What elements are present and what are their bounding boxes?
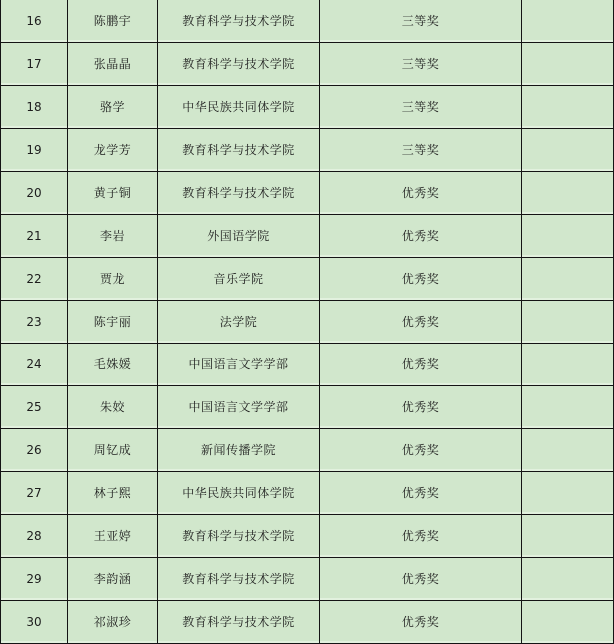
cell-empty: [522, 472, 613, 515]
cell-college: 新闻传播学院: [158, 429, 320, 472]
cell-award: 三等奖: [320, 43, 522, 86]
cell-name: 贾龙: [68, 258, 158, 301]
cell-college: 教育科学与技术学院: [158, 0, 320, 43]
cell-name: 毛姝媛: [68, 344, 158, 387]
cell-row-number: 26: [1, 429, 68, 472]
cell-college: 教育科学与技术学院: [158, 172, 320, 215]
cell-award: 优秀奖: [320, 344, 522, 387]
cell-award: 优秀奖: [320, 472, 522, 515]
table-row: [1, 472, 613, 515]
table-row: [1, 344, 613, 387]
table-row: [1, 386, 613, 429]
cell-award: 优秀奖: [320, 258, 522, 301]
cell-name: 张晶晶: [68, 43, 158, 86]
cell-row-number: 30: [1, 601, 68, 644]
cell-college: 音乐学院: [158, 258, 320, 301]
cell-award: 优秀奖: [320, 386, 522, 429]
cell-row-number: 25: [1, 386, 68, 429]
cell-college: 中国语言文学学部: [158, 344, 320, 387]
cell-row-number: 18: [1, 86, 68, 129]
cell-empty: [522, 301, 613, 344]
cell-award: 三等奖: [320, 129, 522, 172]
cell-college: 教育科学与技术学院: [158, 515, 320, 558]
cell-college: 中华民族共同体学院: [158, 472, 320, 515]
table-row: [1, 601, 613, 644]
cell-empty: [522, 344, 613, 387]
cell-empty: [522, 215, 613, 258]
cell-college: 法学院: [158, 301, 320, 344]
cell-award: 优秀奖: [320, 515, 522, 558]
cell-award: 优秀奖: [320, 215, 522, 258]
cell-name: 黄子铜: [68, 172, 158, 215]
table-row: [1, 429, 613, 472]
cell-empty: [522, 258, 613, 301]
cell-row-number: 24: [1, 344, 68, 387]
cell-empty: [522, 558, 613, 601]
cell-college: 教育科学与技术学院: [158, 558, 320, 601]
cell-name: 林子熙: [68, 472, 158, 515]
cell-award: 优秀奖: [320, 172, 522, 215]
table-row: [1, 215, 613, 258]
cell-name: 周钇成: [68, 429, 158, 472]
cell-empty: [522, 429, 613, 472]
cell-row-number: 19: [1, 129, 68, 172]
cell-name: 朱姣: [68, 386, 158, 429]
table-row: [1, 86, 613, 129]
cell-name: 李岩: [68, 215, 158, 258]
cell-college: 中华民族共同体学院: [158, 86, 320, 129]
cell-empty: [522, 601, 613, 644]
cell-college: 教育科学与技术学院: [158, 129, 320, 172]
cell-row-number: 21: [1, 215, 68, 258]
table-row: [1, 129, 613, 172]
cell-row-number: 20: [1, 172, 68, 215]
cell-empty: [522, 129, 613, 172]
cell-award: 优秀奖: [320, 601, 522, 644]
cell-row-number: 28: [1, 515, 68, 558]
cell-name: 龙学芳: [68, 129, 158, 172]
cell-empty: [522, 386, 613, 429]
cell-award: 优秀奖: [320, 558, 522, 601]
cell-empty: [522, 0, 613, 43]
cell-college: 教育科学与技术学院: [158, 601, 320, 644]
cell-award: 优秀奖: [320, 429, 522, 472]
cell-award: 优秀奖: [320, 301, 522, 344]
cell-row-number: 27: [1, 472, 68, 515]
table-row: [1, 43, 613, 86]
table-row: [1, 558, 613, 601]
cell-award: 三等奖: [320, 0, 522, 43]
cell-award: 三等奖: [320, 86, 522, 129]
cell-row-number: 22: [1, 258, 68, 301]
cell-name: 陈宇丽: [68, 301, 158, 344]
cell-row-number: 23: [1, 301, 68, 344]
cell-college: 中国语言文学学部: [158, 386, 320, 429]
cell-name: 王亚婷: [68, 515, 158, 558]
table-row: [1, 301, 613, 344]
cell-name: 祁淑珍: [68, 601, 158, 644]
table-row: [1, 0, 613, 43]
cell-college: 外国语学院: [158, 215, 320, 258]
cell-name: 陈鹏宇: [68, 0, 158, 43]
table-row: [1, 515, 613, 558]
cell-empty: [522, 515, 613, 558]
cell-name: 李韵涵: [68, 558, 158, 601]
cell-row-number: 29: [1, 558, 68, 601]
cell-college: 教育科学与技术学院: [158, 43, 320, 86]
cell-empty: [522, 86, 613, 129]
table-row: [1, 172, 613, 215]
cell-name: 骆学: [68, 86, 158, 129]
table-row: [1, 258, 613, 301]
cell-row-number: 16: [1, 0, 68, 43]
cell-row-number: 17: [1, 43, 68, 86]
cell-empty: [522, 172, 613, 215]
cell-empty: [522, 43, 613, 86]
